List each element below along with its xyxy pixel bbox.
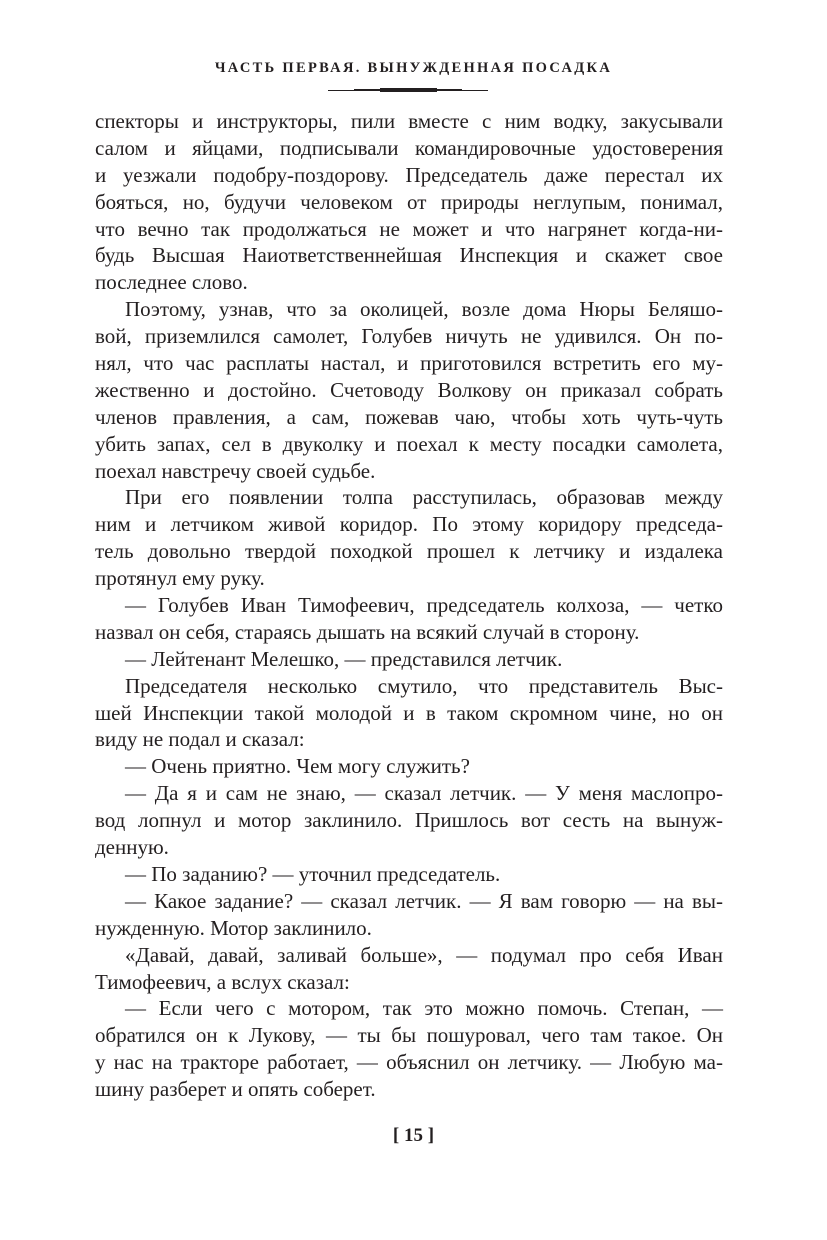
paragraph bbox=[95, 592, 723, 646]
paragraph bbox=[95, 673, 723, 754]
text-line: убить запах, сел в двуколку и поехал к месту посадки самолета, bbox=[95, 431, 723, 456]
text-line: — Голубев Иван Тимофеевич, председатель колхоза, — четко bbox=[125, 593, 723, 618]
text-line: вод лопнул и мотор заклинило. Пришлось вот сесть на вынуж- bbox=[95, 808, 723, 833]
text-line: бояться, но, будучи человеком от природы неглупым, понимал, bbox=[95, 189, 723, 214]
text-line: нял, что час расплаты настал, и приготовился встретить его му- bbox=[95, 351, 723, 376]
text-line: ним и летчиком живой коридор. По этому коридору председа- bbox=[95, 512, 723, 537]
text-line: Председателя несколько смутило, что представитель Выс- bbox=[125, 673, 723, 698]
paragraph bbox=[95, 646, 723, 673]
text-line: членов правления, а сам, пожевав чаю, чтобы хоть чуть-чуть bbox=[95, 404, 723, 429]
text-line: денную. bbox=[95, 835, 169, 860]
text-line: виду не подал и сказал: bbox=[95, 727, 305, 752]
text-line: нужденную. Мотор заклинило. bbox=[95, 915, 372, 940]
text-line: спекторы и инструкторы, пили вместе с ним водку, закусывали bbox=[95, 109, 723, 133]
paragraph bbox=[95, 108, 723, 296]
paragraph bbox=[95, 861, 723, 888]
page-number: [ 15 ] bbox=[392, 1125, 435, 1146]
paragraph bbox=[95, 753, 723, 780]
text-line: — Да я и сам не знаю, — сказал летчик. — У меня маслопро- bbox=[125, 781, 723, 806]
text-line: тель довольно твердой походкой прошел к летчику и издалека bbox=[95, 539, 723, 564]
text-line: шей Инспекции такой молодой и в таком скромном чине, но он bbox=[95, 700, 723, 725]
running-head: ЧАСТЬ ПЕРВАЯ. ВЫНУЖДЕННАЯ ПОСАДКА bbox=[214, 60, 613, 76]
text-line: протянул ему руку. bbox=[95, 566, 265, 591]
text-line: что вечно так продолжаться не может и что нагрянет когда-ни- bbox=[95, 216, 723, 241]
paragraph bbox=[95, 942, 723, 996]
text-line: — Если чего с мотором, так это можно помочь. Степан, — bbox=[125, 996, 723, 1021]
text-line: у нас на тракторе работает, — объяснил он летчику. — Любую ма- bbox=[95, 1050, 723, 1075]
text-line: салом и яйцами, подписывали командировочные удостоверения bbox=[95, 135, 723, 160]
text-line: При его появлении толпа расступилась, образовав между bbox=[125, 485, 723, 510]
text-line: шину разберет и опять соберет. bbox=[95, 1077, 376, 1102]
text-line: Поэтому, узнав, что за околицей, возле дома Нюры Беляшо- bbox=[125, 297, 723, 322]
text-line: — Какое задание? — сказал летчик. — Я вам говорю — на вы- bbox=[125, 888, 723, 913]
text-line: вой, приземлился самолет, Голубев ничуть не удивился. Он по- bbox=[95, 324, 723, 349]
text-line: — Очень приятно. Чем могу служить? bbox=[125, 754, 470, 779]
paragraph bbox=[95, 484, 723, 592]
text-line: последнее слово. bbox=[95, 270, 248, 295]
text-line: назвал он себя, стараясь дышать на всякий случай в сторону. bbox=[95, 619, 640, 644]
ornament-thick-line bbox=[380, 88, 437, 92]
text-line: — Лейтенант Мелешко, — представился летчик. bbox=[125, 646, 563, 671]
text-line: Тимофеевич, а вслух сказал: bbox=[95, 969, 350, 994]
body-text bbox=[95, 108, 723, 1103]
paragraph bbox=[95, 780, 723, 861]
text-line: — По заданию? — уточнил председатель. bbox=[125, 861, 501, 886]
paragraph bbox=[95, 888, 723, 942]
text-line: поехал навстречу своей судьбе. bbox=[95, 458, 376, 483]
header-ornament-rule bbox=[328, 88, 488, 92]
text-line: жественно и достойно. Счетоводу Волкову он приказал собрать bbox=[95, 377, 723, 402]
paragraph bbox=[95, 995, 723, 1103]
text-line: обратился он к Лукову, — ты бы пошуровал, чего там такое. Он bbox=[95, 1023, 723, 1048]
text-line: и уезжали подобру-поздорову. Председатель даже перестал их bbox=[95, 162, 723, 187]
paragraph bbox=[95, 296, 723, 484]
text-line: будь Высшая Наиответственнейшая Инспекция и скажет свое bbox=[95, 243, 723, 268]
text-line: «Давай, давай, заливай больше», — подумал про себя Иван bbox=[125, 942, 723, 967]
